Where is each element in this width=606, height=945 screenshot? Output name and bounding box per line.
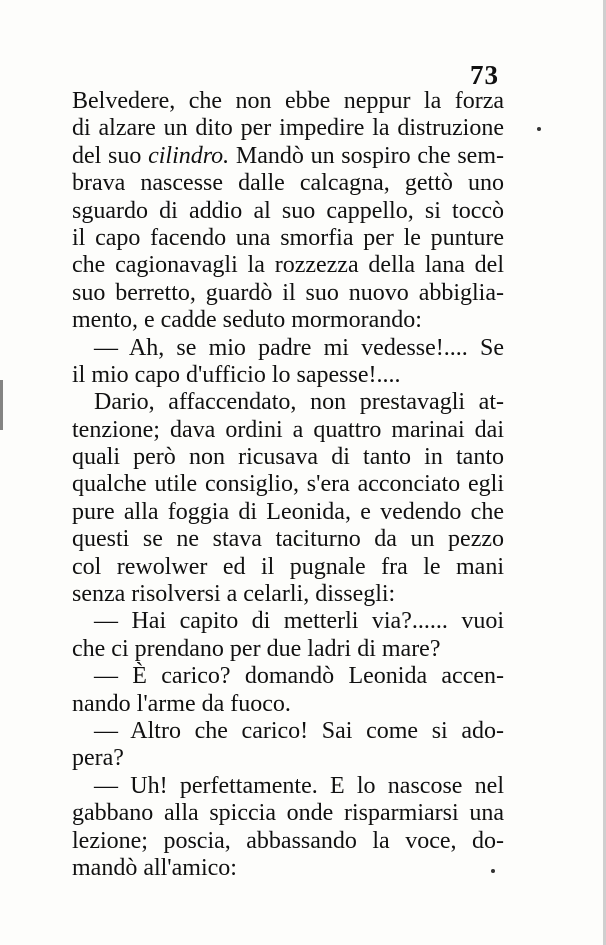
text-line: di alzare un dito per impedire la distruzione	[72, 115, 504, 142]
text-line: pera?	[72, 745, 124, 772]
text-line: suo berretto, guardò il suo nuovo abbiglia-	[72, 279, 504, 306]
text-line: Belvedere, che non ebbe neppur la forza	[72, 88, 504, 114]
text-line: gabbano alla spiccia onde risparmiarsi una	[72, 800, 504, 827]
text-line: questi se ne stava taciturno da un pezzo	[72, 526, 504, 553]
text-line: brava nascesse dalle calcagna, gettò uno	[72, 170, 504, 197]
text-line: quali però non ricusava di tanto in tanto	[72, 444, 504, 471]
text-line: — È carico? domandò Leonida accen-	[94, 663, 504, 690]
text-line: — Ah, se mio padre mi vedesse!.... Se	[94, 334, 504, 361]
text-line: sguardo di addio al suo cappello, si toccò	[72, 197, 504, 224]
text-line: nando l'arme da fuoco.	[72, 690, 291, 717]
text-line: tenzione; dava ordini a quattro marinai dai	[72, 416, 504, 443]
ink-speck	[491, 869, 495, 873]
page-binding-shadow	[0, 380, 17, 430]
body-text	[72, 88, 504, 882]
text-line: lezione; poscia, abbassando la voce, do-	[72, 827, 504, 854]
text-line: del suo cilindro. Mandò un sospiro che sem-	[72, 142, 504, 169]
text-line: — Altro che carico! Sai come si ado-	[94, 717, 504, 744]
text-line: mandò all'amico:	[72, 854, 237, 881]
text-line: il capo facendo una smorfia per le punture	[72, 224, 504, 251]
text-line: mento, e cadde seduto mormorando:	[72, 307, 422, 334]
text-line: col rewolwer ed il pugnale fra le mani	[72, 553, 504, 580]
text-line: pure alla foggia di Leonida, e vedendo che	[72, 498, 504, 525]
text-line: — Uh! perfettamente. E lo nascose nel	[94, 772, 504, 799]
text-line: qualche utile consiglio, s'era acconciato egli	[72, 471, 504, 498]
text-line: il mio capo d'ufficio lo sapesse!....	[72, 361, 401, 388]
text-line: Dario, affaccendato, non prestavagli at-	[94, 389, 504, 416]
text-line: — Hai capito di metterli via?...... vuoi	[94, 608, 504, 635]
text-line: senza risolversi a celarli, dissegli:	[72, 581, 396, 608]
ink-speck	[537, 127, 541, 131]
page-number: 73	[470, 60, 499, 90]
text-line: che ci prendano per due ladri di mare?	[72, 635, 441, 662]
text-line: che cagionavagli la rozzezza della lana del	[72, 252, 504, 279]
italic-word: cilindro.	[148, 142, 230, 169]
